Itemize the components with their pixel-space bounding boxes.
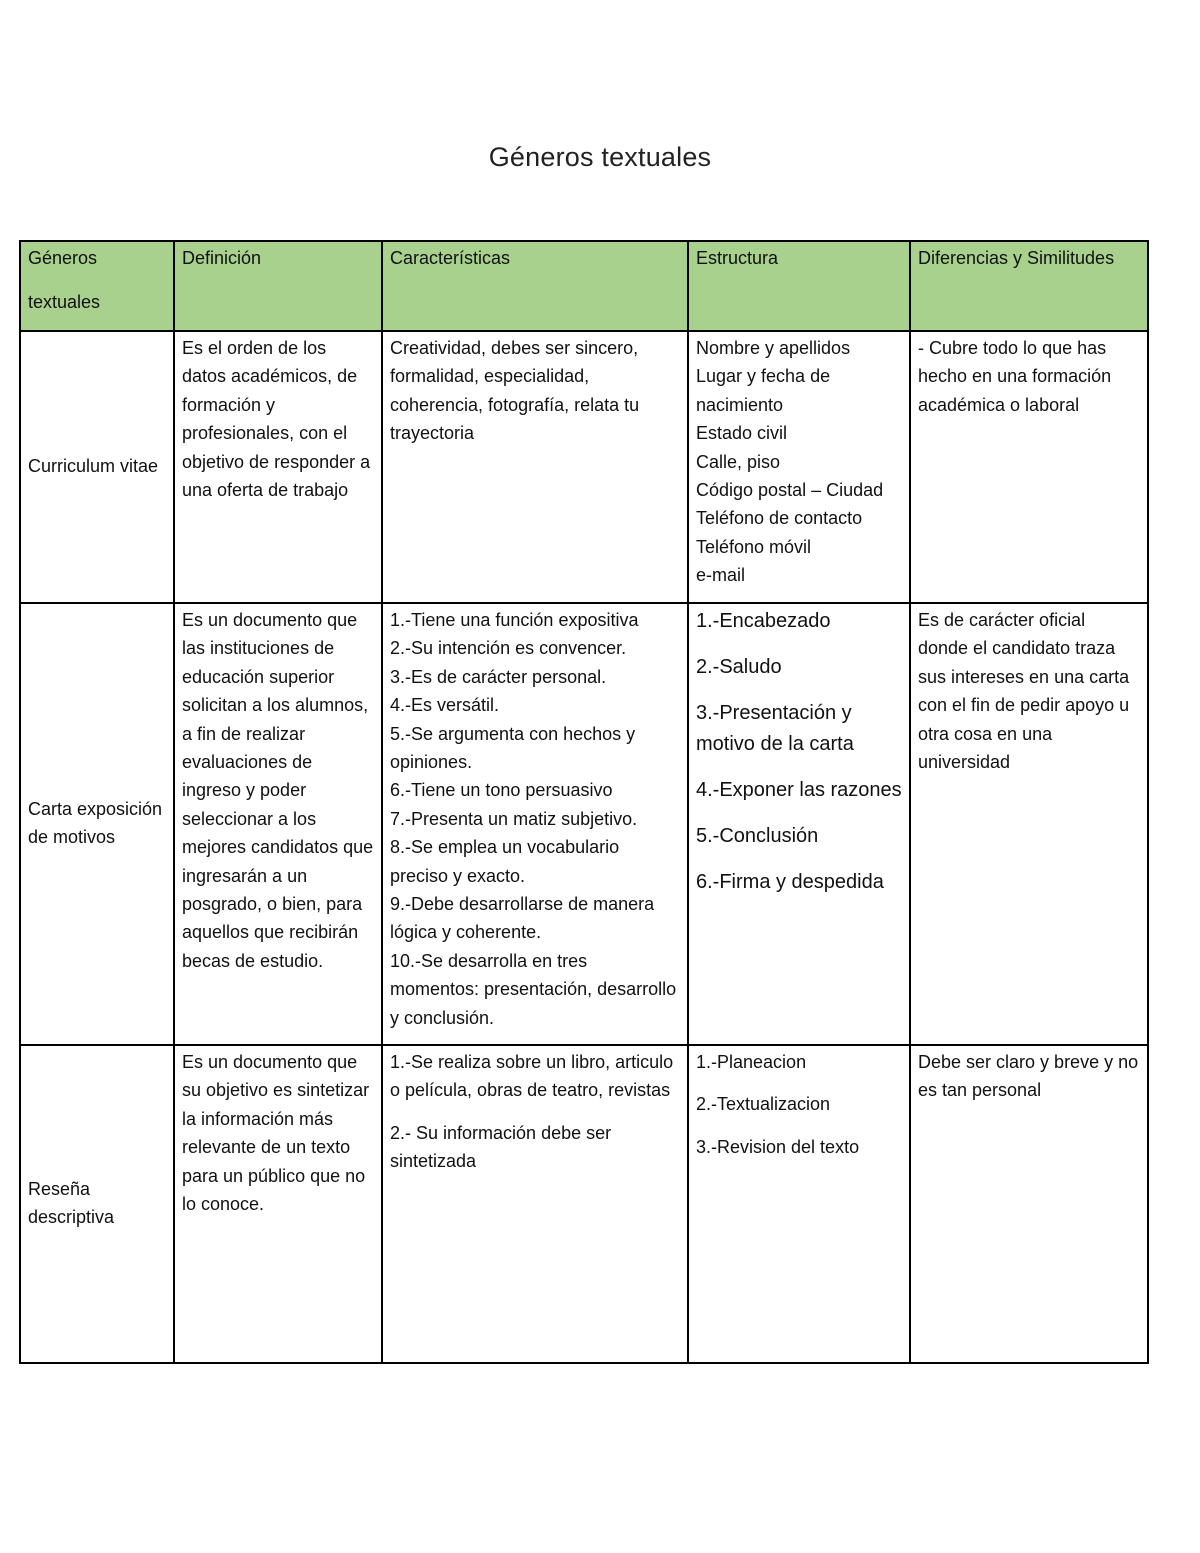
- header-diferencias: Diferencias y Similitudes: [910, 241, 1148, 331]
- structure-item: 1.-Planeacion: [696, 1052, 807, 1072]
- header-generos-line2: textuales: [28, 292, 101, 312]
- structure-item: Calle, piso: [696, 451, 781, 472]
- characteristics-cell: Creatividad, debes ser sincero, formalidad, especialidad, coherencia, fotografía, relata tu trayectoria: [382, 331, 688, 603]
- genre-cell: Reseña descriptiva: [20, 1045, 174, 1363]
- structure-cell: [688, 603, 910, 1045]
- structure-item: 3.-Presentación y motivo de la carta: [696, 702, 854, 755]
- characteristic-item: 8.-Se emplea un vocabulario preciso y exacto.: [390, 837, 620, 886]
- characteristic-item: 10.-Se desarrolla en tres momentos: presentación, desarrollo y conclusión.: [390, 950, 677, 1028]
- definition-cell: Es un documento que las instituciones de educación superior solicitan a los alumnos, a fin de realizar evaluaciones de ingreso y poder seleccionar a los mejores candidatos que ingresarán a un posgrado, o bien, para aquellos que recibirán becas de estudio.: [174, 603, 382, 1045]
- characteristic-item: 3.-Es de carácter personal.: [390, 666, 607, 687]
- characteristic-item: 1.-Se realiza sobre un libro, articulo o película, obras de teatro, revistas: [390, 1052, 674, 1101]
- characteristics-cell: [382, 603, 688, 1045]
- definition-cell: Es el orden de los datos académicos, de formación y profesionales, con el objetivo de responder a una oferta de trabajo: [174, 331, 382, 603]
- differences-cell: Debe ser claro y breve y no es tan personal: [910, 1045, 1148, 1363]
- characteristic-item: 9.-Debe desarrollarse de manera lógica y coherente.: [390, 894, 655, 943]
- characteristic-item: 6.-Tiene un tono persuasivo: [390, 780, 613, 801]
- header-generos: [20, 241, 174, 331]
- genres-table: [19, 240, 1149, 1364]
- table-header-row: [20, 241, 1148, 331]
- differences-cell: Es de carácter oficial donde el candidato traza sus intereses en una carta con el fin de pedir apoyo u otra cosa en una universidad: [910, 603, 1148, 1045]
- structure-item: Estado civil: [696, 423, 788, 444]
- table-row: [20, 603, 1148, 1045]
- table-row: [20, 331, 1148, 603]
- characteristic-item: 2.-Su intención es convencer.: [390, 638, 627, 659]
- structure-item: 3.-Revision del texto: [696, 1136, 860, 1157]
- structure-cell: [688, 331, 910, 603]
- header-definicion: Definición: [174, 241, 382, 331]
- structure-item: Código postal – Ciudad: [696, 480, 884, 501]
- structure-item: 6.-Firma y despedida: [696, 871, 884, 893]
- page-title: Géneros textuales: [488, 142, 712, 172]
- characteristic-item: 7.-Presenta un matiz subjetivo.: [390, 808, 638, 829]
- structure-item: e-mail: [696, 565, 746, 586]
- header-estructura: Estructura: [688, 241, 910, 331]
- structure-cell: [688, 1045, 910, 1363]
- header-caracteristicas: Características: [382, 241, 688, 331]
- characteristic-item: 5.-Se argumenta con hechos y opiniones.: [390, 723, 636, 773]
- differences-cell: - Cubre todo lo que has hecho en una formación académica o laboral: [910, 331, 1148, 603]
- structure-item: 4.-Exponer las razones: [696, 779, 902, 801]
- characteristic-item: 4.-Es versátil.: [390, 695, 500, 716]
- characteristics-cell: [382, 1045, 688, 1363]
- structure-item: Lugar y fecha de nacimiento: [696, 366, 831, 415]
- table-row: [20, 1045, 1148, 1363]
- definition-cell: Es un documento que su objetivo es sintetizar la información más relevante de un texto para un público que no lo conoce.: [174, 1045, 382, 1363]
- structure-item: 1.-Encabezado: [696, 610, 831, 632]
- structure-item: 2.-Textualizacion: [696, 1094, 831, 1115]
- characteristic-item: 2.- Su información debe ser sintetizada: [390, 1122, 612, 1172]
- structure-item: Nombre y apellidos: [696, 338, 851, 358]
- genre-cell: Carta exposición de motivos: [20, 603, 174, 1045]
- structure-item: Teléfono móvil: [696, 536, 812, 557]
- characteristic-item: 1.-Tiene una función expositiva: [390, 610, 639, 630]
- structure-item: 5.-Conclusión: [696, 825, 819, 847]
- structure-item: 2.-Saludo: [696, 656, 782, 678]
- structure-item: Teléfono de contacto: [696, 508, 863, 529]
- header-generos-line1: Géneros: [28, 248, 98, 268]
- genre-cell: Curriculum vitae: [20, 331, 174, 603]
